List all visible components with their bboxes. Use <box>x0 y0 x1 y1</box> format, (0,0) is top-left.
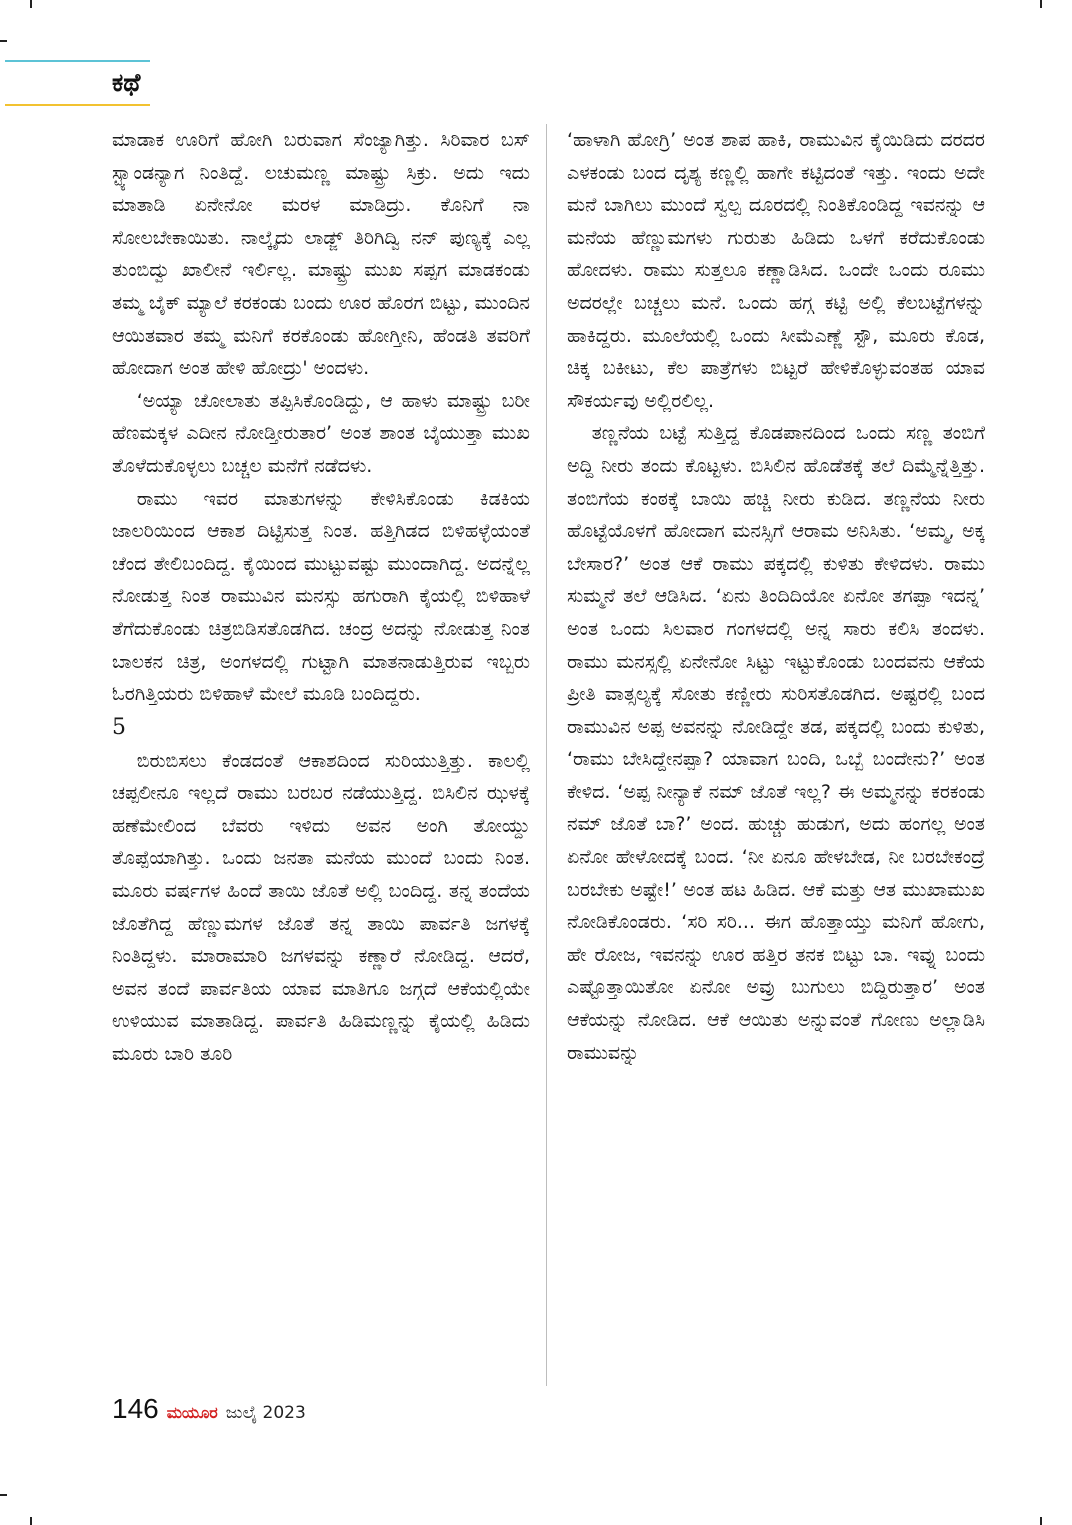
page-number: 146 <box>112 1393 159 1424</box>
paragraph: ತಣ್ಣನೆಯ ಬಟ್ಟೆ ಸುತ್ತಿದ್ದ ಕೊಡಪಾನದಿಂದ ಒಂದು ಸಣ್ಣ ತಂಬಿಗೆ ಅದ್ದಿ ನೀರು ತಂದು ಕೊಟ್ಟಳು. ಬಿಸಿಲಿನ ಹೊಡೆತಕ್ಕೆ ತಲೆ ದಿಮ್ಮೆನ್ನೆತ್ತಿತ್ತು. ತಂಬಿಗೆಯ ಕಂಠಕ್ಕೆ ಬಾಯಿ ಹಚ್ಚಿ ನೀರು ಕುಡಿದ. ತಣ್ಣನೆಯ ನೀರು ಹೊಟ್ಟೆಯೊಳಗೆ ಹೋದಾಗ ಮನಸ್ಸಿಗೆ ಆರಾಮ ಅನಿಸಿತು. ‘ಅಮ್ಮ, ಅಕ್ಕ ಬೇಸಾರ?’ ಅಂತ ಆಕೆ ರಾಮು ಪಕ್ಕದಲ್ಲಿ ಕುಳಿತು ಕೇಳಿದಳು. ರಾಮು ಸುಮ್ಮನೆ ತಲೆ ಆಡಿಸಿದ. ‘ಏನು ತಿಂದಿದಿಯೋ ಏನೋ ತಗಪ್ಪಾ ಇದನ್ನ’ ಅಂತ ಒಂದು ಸಿಲವಾರ ಗಂಗಳದಲ್ಲಿ ಅನ್ನ ಸಾರು ಕಲಿಸಿ ತಂದಳು. ರಾಮು ಮನಸ್ಸಲ್ಲಿ ಏನೇನೋ ಸಿಟ್ಟು ಇಟ್ಟುಕೊಂಡು ಬಂದವನು ಆಕೆಯ ಪ್ರೀತಿ ವಾತ್ಸಲ್ಯಕ್ಕೆ ಸೋತು ಕಣ್ಣೀರು ಸುರಿಸತೊಡಗಿದ. ಅಷ್ಟರಲ್ಲಿ ಬಂದ ರಾಮುವಿನ ಅಪ್ಪ ಅವನನ್ನು ನೋಡಿದ್ದೇ ತಡ, ಪಕ್ಕದಲ್ಲಿ ಬಂದು ಕುಳಿತು, ‘ರಾಮು ಬೇಸಿದ್ದೇನಪ್ಪಾ? ಯಾವಾಗ ಬಂದಿ, ಒಬ್ಬೆ ಬಂದೇನು?’ ಅಂತ ಕೇಳಿದ. ‘ಅಪ್ಪ ನೀನ್ಯಾಕೆ ನಮ್ ಜೊತೆ ಇಲ್ಲ? ಈ ಅಮ್ಮನನ್ನು ಕರಕಂಡು ನಮ್ ಜೊತೆ ಬಾ?’ ಅಂದ. ಹುಚ್ಚು ಹುಡುಗ, ಅದು ಹಂಗಲ್ಲ ಅಂತ ಏನೋ ಹೇಳೋದಕ್ಕೆ ಬಂದ. ‘ನೀ ಏನೂ ಹೇಳಬೇಡ, ನೀ ಬರಬೇಕಂದ್ರೆ ಬರಬೇಕು ಅಷ್ಟೇ!’ ಅಂತ ಹಟ ಹಿಡಿದ. ಆಕೆ ಮತ್ತು ಆತ ಮುಖಾಮುಖ ನೋಡಿಕೊಂಡರು. ‘ಸರಿ ಸರಿ... ಈಗ ಹೊತ್ತಾಯ್ತು ಮನಿಗೆ ಹೋಗು, ಹೇ ರೋಜ, ಇವನನ್ನು ಊರ ಹತ್ತಿರ ತನಕ ಬಿಟ್ಟು ಬಾ. ಇವ್ನು ಬಂದು ಎಷ್ಟೊತ್ತಾಯಿತೋ ಏನೋ ಅವ್ರು ಬುಗುಲು ಬಿದ್ದಿರುತ್ತಾರ’ ಅಂತ ಆಕೆಯನ್ನು ನೋಡಿದ. ಆಕೆ ಆಯಿತು ಅನ್ನುವಂತೆ ಗೋಣು ಅಲ್ಲಾಡಿಸಿ ರಾಮುವನ್ನು <box>567 422 985 1064</box>
chapter-number: 5 <box>112 714 126 740</box>
page-footer <box>112 1393 306 1425</box>
crop-mark <box>30 1517 32 1525</box>
column-divider <box>546 124 547 1386</box>
magazine-logo: ಮಯೂರ <box>166 1403 218 1422</box>
crop-mark <box>30 0 32 8</box>
paragraph: ಬಿರುಬಿಸಲು ಕೆಂಡದಂತೆ ಆಕಾಶದಿಂದ ಸುರಿಯುತ್ತಿತ್ತು. ಕಾಲಲ್ಲಿ ಚಪ್ಪಲೀನೂ ಇಲ್ಲದೆ ರಾಮು ಬರಬರ ನಡೆಯುತ್ತಿದ್ದ. ಬಿಸಿಲಿನ ಝಳಕ್ಕೆ ಹಣೆಮೇಲಿಂದ ಬೆವರು ಇಳಿದು ಅವನ ಅಂಗಿ ತೋಯ್ದು ತೊಪ್ಪೆಯಾಗಿತ್ತು. ಒಂದು ಜನತಾ ಮನೆಯ ಮುಂದೆ ಬಂದು ನಿಂತ. ಮೂರು ವರ್ಷಗಳ ಹಿಂದೆ ತಾಯಿ ಜೊತೆ ಅಲ್ಲಿ ಬಂದಿದ್ದ. ತನ್ನ ತಂದೆಯ ಜೊತೆಗಿದ್ದ ಹೆಣ್ಣುಮಗಳ ಜೊತೆ ತನ್ನ ತಾಯಿ ಪಾರ್ವತಿ ಜಗಳಕ್ಕೆ ನಿಂತಿದ್ದಳು. ಮಾರಾಮಾರಿ ಜಗಳವನ್ನು ಕಣ್ಣಾರೆ ನೋಡಿದ್ದ. ಆದರೆ, ಅವನ ತಂದೆ ಪಾರ್ವತಿಯ ಯಾವ ಮಾತಿಗೂ ಜಗ್ಗದೆ ಆಕೆಯಲ್ಲಿಯೇ ಉಳಿಯುವ ಮಾತಾಡಿದ್ದ. ಪಾರ್ವತಿ ಹಿಡಿಮಣ್ಣನ್ನು ಕೈಯಲ್ಲಿ ಹಿಡಿದು ಮೂರು ಬಾರಿ ತೂರಿ <box>112 749 530 1066</box>
crop-mark <box>0 40 7 42</box>
header-rule-top <box>5 60 150 62</box>
issue-date: ಜುಲೈ 2023 <box>225 1403 306 1423</box>
crop-mark <box>0 1494 7 1496</box>
paragraph: ‘ಅಯ್ಯಾ ಚೋಲಾತು ತಪ್ಪಿಸಿಕೊಂಡಿದ್ದು, ಆ ಹಾಳು ಮಾಷ್ಟ್ರು ಬರೀ ಹೆಣಮಕ್ಕಳ ಎದೀನ ನೋಡ್ತೀರುತಾರ’ ಅಂತ ಶಾಂತ ಬೈಯುತ್ತಾ ಮುಖ ತೊಳೆದುಕೊಳ್ಳಲು ಬಚ್ಚಲ ಮನೆಗೆ ನಡೆದಳು. <box>112 389 530 477</box>
crop-mark <box>1040 0 1042 8</box>
header-rule-bottom <box>5 104 150 106</box>
crop-mark <box>1040 1517 1042 1525</box>
paragraph: ಮಾಡಾಕ ಊರಿಗೆ ಹೋಗಿ ಬರುವಾಗ ಸೆಂಜ್ಯಾಗಿತ್ತು. ಸಿರಿವಾರ ಬಸ್ ಸ್ಟ್ಯಾಂಡನ್ಯಾಗ ನಿಂತಿದ್ದೆ. ಲಚುಮಣ್ಣ ಮಾಷ್ಟ್ರು ಸಿಕ್ರು. ಅದು ಇದು ಮಾತಾಡಿ ಏನೇನೋ ಮರಳ ಮಾಡಿದ್ರು. ಕೊನಿಗೆ ನಾ ಸೋಲಬೇಕಾಯಿತು. ನಾಲ್ಕೈದು ಲಾಡ್ಜ್ ತಿರಿಗಿದ್ವಿ ನನ್ ಪುಣ್ಯಕ್ಕೆ ಎಲ್ಲ ತುಂಬಿದ್ವು ಖಾಲೀನೆ ಇರ್ಲಿಲ್ಲ. ಮಾಷ್ಟ್ರು ಮುಖ ಸಪ್ಪಗ ಮಾಡಕಂಡು ತಮ್ಮ ಬೈಕ್ ಮ್ಯಾಲೆ ಕರಕಂಡು ಬಂದು ಊರ ಹೊರಗ ಬಿಟ್ಟು, ಮುಂದಿನ ಆಯಿತವಾರ ತಮ್ಮ ಮನಿಗೆ ಕರಕೊಂಡು ಹೋಗ್ತೀನಿ, ಹೆಂಡತಿ ತವರಿಗೆ ಹೋದಾಗ ಅಂತ ಹೇಳಿ ಹೋದ್ರು' ಅಂದಳು. <box>112 129 530 380</box>
left-column <box>112 124 530 1071</box>
paragraph: ರಾಮು ಇವರ ಮಾತುಗಳನ್ನು ಕೇಳಿಸಿಕೊಂಡು ಕಿಡಕಿಯ ಜಾಲರಿಯಿಂದ ಆಕಾಶ ದಿಟ್ಟಿಸುತ್ತ ನಿಂತ. ಹತ್ತಿಗಿಡದ ಬಿಳಿಹಳ್ಳೆಯಂತೆ ಚೆಂದ ತೇಲಿಬಂದಿದ್ದ. ಕೈಯಿಂದ ಮುಟ್ಟುವಷ್ಟು ಮುಂದಾಗಿದ್ದ. ಅದನ್ನೆಲ್ಲ ನೋಡುತ್ತ ನಿಂತ ರಾಮುವಿನ ಮನಸ್ಸು ಹಗುರಾಗಿ ಕೈಯಲ್ಲಿ ಬಿಳಿಹಾಳೆ ತೆಗೆದುಕೊಂಡು ಚಿತ್ರಬಿಡಿಸತೊಡಗಿದ. ಚಂದ್ರ ಅದನ್ನು ನೋಡುತ್ತ ನಿಂತ ಬಾಲಕನ ಚಿತ್ರ, ಅಂಗಳದಲ್ಲಿ ಗುಟ್ಟಾಗಿ ಮಾತನಾಡುತ್ತಿರುವ ಇಬ್ಬರು ಓರಗಿತ್ತಿಯರು ಬಿಳಿಹಾಳೆ ಮೇಲೆ ಮೂಡಿ ಬಂದಿದ್ದರು. <box>112 487 530 706</box>
right-column <box>567 124 985 1069</box>
section-title: ಕಥೆ <box>112 68 141 97</box>
paragraph: ‘ಹಾಳಾಗಿ ಹೋಗ್ರಿ’ ಅಂತ ಶಾಪ ಹಾಕಿ, ರಾಮುವಿನ ಕೈಯಿಡಿದು ದರದರ ಎಳಕಂಡು ಬಂದ ದೃಶ್ಯ ಕಣ್ಣಲ್ಲಿ ಹಾಗೇ ಕಟ್ಟಿದಂತೆ ಇತ್ತು. ಇಂದು ಅದೇ ಮನೆ ಬಾಗಿಲು ಮುಂದೆ ಸ್ವಲ್ಪ ದೂರದಲ್ಲಿ ನಿಂತಿಕೊಂಡಿದ್ದ ಇವನನ್ನು ಆ ಮನೆಯ ಹೆಣ್ಣುಮಗಳು ಗುರುತು ಹಿಡಿದು ಒಳಗೆ ಕರೆದುಕೊಂಡು ಹೋದಳು. ರಾಮು ಸುತ್ತಲೂ ಕಣ್ಣಾಡಿಸಿದ. ಒಂದೇ ಒಂದು ರೂಮು ಅದರಲ್ಲೇ ಬಚ್ಚಲು ಮನೆ. ಒಂದು ಹಗ್ಗ ಕಟ್ಟಿ ಅಲ್ಲಿ ಕೆಲಬಟ್ಟೆಗಳನ್ನು ಹಾಕಿದ್ದರು. ಮೂಲೆಯಲ್ಲಿ ಒಂದು ಸೀಮೆಎಣ್ಣೆ ಸ್ಟೌ, ಮೂರು ಕೊಡ, ಚಿಕ್ಕ ಬಕೀಟು, ಕೆಲ ಪಾತ್ರೆಗಳು ಬಿಟ್ಟರೆ ಹೇಳಿಕೊಳ್ಳುವಂತಹ ಯಾವ ಸೌಕರ್ಯವು ಅಲ್ಲಿರಲಿಲ್ಲ. <box>567 129 985 412</box>
